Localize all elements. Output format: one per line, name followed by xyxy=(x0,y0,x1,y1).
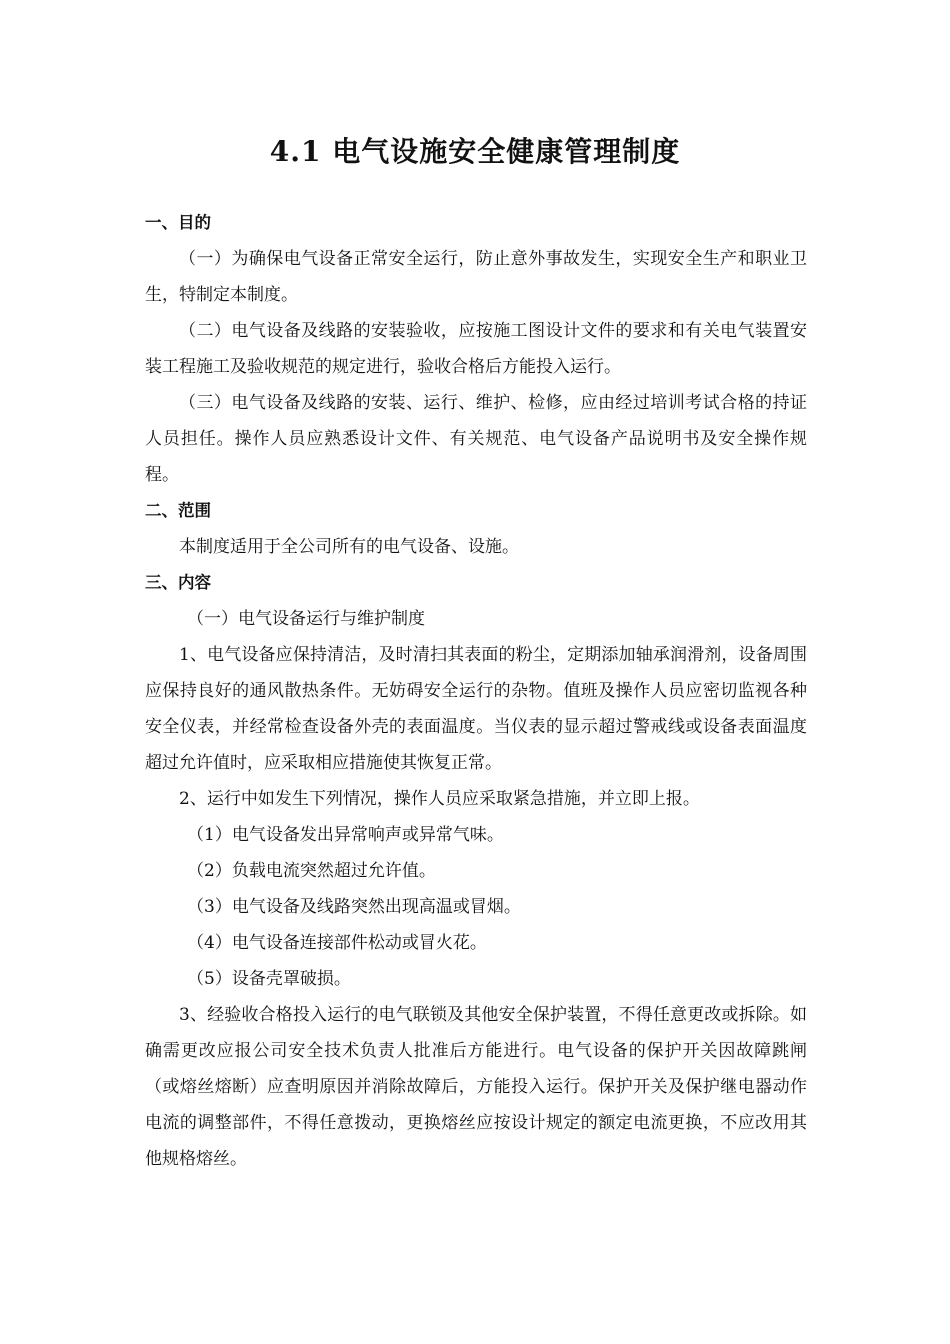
scope-paragraph: 本制度适用于全公司所有的电气设备、设施。 xyxy=(179,537,519,557)
content-paragraph-3: 3、经验收合格投入运行的电气联锁及其他安全保护装置，不得任意更改或拆除。如确需更改应报公司安全技术负责人批准后方能进行。电气设备的保护开关因故障跳闸（或熔丝熔断）应查明原因并消除故障后，方能投入运行。保护开关及保护继电器动作电流的调整部件，不得任意拨动，更换熔丝应按设计规定的额定电流更换，不应改用其他规格熔丝。 xyxy=(145,1005,807,1169)
page-title: 4.1 电气设施安全健康管理制度 xyxy=(269,135,681,168)
section-heading-scope: 二、范围 xyxy=(145,501,211,520)
content-subheading: （一）电气设备运行与维护制度 xyxy=(187,609,425,629)
list-item: （3）电气设备及线路突然出现高温或冒烟。 xyxy=(187,897,521,917)
section-heading-content: 三、内容 xyxy=(145,573,211,592)
purpose-paragraph-2: （二）电气设备及线路的安装验收，应按施工图设计文件的要求和有关电气装置安装工程施工及验收规范的规定进行，验收合格后方能投入运行。 xyxy=(145,321,807,377)
purpose-paragraph-1: （一）为确保电气设备正常安全运行，防止意外事故发生，实现安全生产和职业卫生，特制定本制度。 xyxy=(145,249,807,305)
document-body xyxy=(145,205,807,1177)
section-heading-purpose: 一、目的 xyxy=(145,213,211,232)
purpose-paragraph-3: （三）电气设备及线路的安装、运行、维护、检修，应由经过培训考试合格的持证人员担任。操作人员应熟悉设计文件、有关规范、电气设备产品说明书及安全操作规程。 xyxy=(145,393,807,485)
content-paragraph-1: 1、电气设备应保持清洁，及时清扫其表面的粉尘，定期添加轴承润滑剂，设备周围应保持良好的通风散热条件。无妨碍安全运行的杂物。值班及操作人员应密切监视各种安全仪表，并经常检查设备外壳的表面温度。当仪表的显示超过警戒线或设备表面温度超过允许值时，应采取相应措施使其恢复正常。 xyxy=(145,645,807,773)
list-item: （4）电气设备连接部件松动或冒火花。 xyxy=(187,933,487,953)
list-item: （2）负载电流突然超过允许值。 xyxy=(187,861,436,881)
list-item: （1）电气设备发出异常响声或异常气味。 xyxy=(187,825,504,845)
content-paragraph-2: 2、运行中如发生下列情况，操作人员应采取紧急措施，并立即上报。 xyxy=(179,789,700,809)
list-item: （5）设备壳罩破损。 xyxy=(187,969,351,989)
